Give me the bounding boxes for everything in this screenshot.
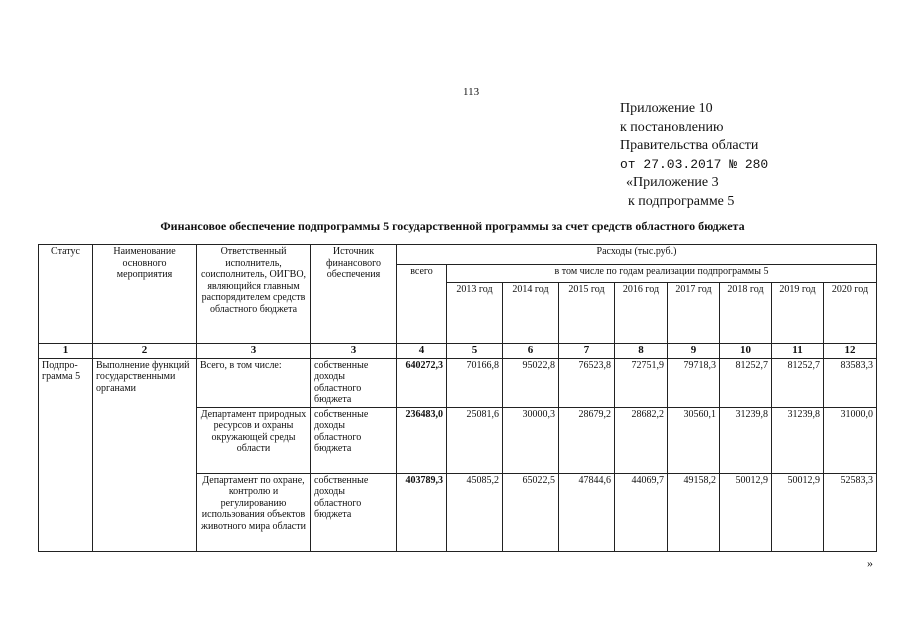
column-number: 12 <box>824 344 877 359</box>
column-number: 2 <box>93 344 197 359</box>
appendix-line-3: Правительства области <box>620 138 759 153</box>
column-number: 3 <box>311 344 397 359</box>
column-number: 9 <box>668 344 720 359</box>
year-value-cell: 95022,8 <box>503 358 559 407</box>
document-title: Финансовое обеспечение подпрограммы 5 государственной программы за счет средств областного бюджета <box>160 219 745 233</box>
appendix-date-number: от 27.03.2017 № 280 <box>620 156 769 172</box>
year-value-cell: 28682,2 <box>615 407 668 473</box>
status-cell: Подпро-грамма 5 <box>39 358 93 551</box>
year-value-cell: 65022,5 <box>503 473 559 551</box>
column-number: 11 <box>772 344 824 359</box>
source-cell: собственные доходы областного бюджета <box>311 473 397 551</box>
column-number: 10 <box>720 344 772 359</box>
year-value-cell: 83583,3 <box>824 358 877 407</box>
year-value-cell: 81252,7 <box>720 358 772 407</box>
header-year: 2013 год <box>447 283 503 344</box>
header-year: 2017 год <box>668 283 720 344</box>
header-year: 2014 год <box>503 283 559 344</box>
year-value-cell: 50012,9 <box>720 473 772 551</box>
activity-name-cell: Выполнение функций государственными органами <box>93 358 197 551</box>
header-year: 2019 год <box>772 283 824 344</box>
header-responsible: Ответственный исполнитель, соисполнитель, ОИГВО, являющийся главным распорядителем средств областного бюджета <box>197 245 311 344</box>
header-status: Статус <box>39 245 93 344</box>
year-value-cell: 25081,6 <box>447 407 503 473</box>
header-expenses: Расходы (тыс.руб.) <box>397 245 877 265</box>
header-source: Источник финансового обеспечения <box>311 245 397 344</box>
header-year: 2015 год <box>559 283 615 344</box>
total-cell: 236483,0 <box>397 407 447 473</box>
year-value-cell: 30000,3 <box>503 407 559 473</box>
column-number: 5 <box>447 344 503 359</box>
year-value-cell: 50012,9 <box>772 473 824 551</box>
year-value-cell: 30560,1 <box>668 407 720 473</box>
column-number: 8 <box>615 344 668 359</box>
page-number: 113 <box>463 86 480 98</box>
appendix-line-5: «Приложение 3 <box>626 175 719 190</box>
header-year: 2016 год <box>615 283 668 344</box>
year-value-cell: 28679,2 <box>559 407 615 473</box>
column-number: 3 <box>197 344 311 359</box>
source-cell: собственные доходы областного бюджета <box>311 358 397 407</box>
year-value-cell: 47844,6 <box>559 473 615 551</box>
year-value-cell: 72751,9 <box>615 358 668 407</box>
appendix-block <box>620 100 768 211</box>
appendix-line-2: к постановлению <box>620 119 724 135</box>
year-value-cell: 49158,2 <box>668 473 720 551</box>
responsible-cell: Департамент по охране, контролю и регулированию использования объектов животного мира области <box>197 473 311 551</box>
total-cell: 640272,3 <box>397 358 447 407</box>
year-value-cell: 31000,0 <box>824 407 877 473</box>
header-by-years: в том числе по годам реализации подпрограммы 5 <box>447 265 877 283</box>
appendix-line-1: Приложение 10 <box>620 101 713 116</box>
year-value-cell: 52583,3 <box>824 473 877 551</box>
source-cell: собственные доходы областного бюджета <box>311 407 397 473</box>
year-value-cell: 79718,3 <box>668 358 720 407</box>
header-total: всего <box>397 265 447 344</box>
header-name: Наименование основного мероприятия <box>93 245 197 344</box>
column-number-row <box>39 344 877 359</box>
responsible-cell: Департамент природных ресурсов и охраны окружающей среды области <box>197 407 311 473</box>
header-year: 2018 год <box>720 283 772 344</box>
total-cell: 403789,3 <box>397 473 447 551</box>
year-value-cell: 81252,7 <box>772 358 824 407</box>
column-number: 4 <box>397 344 447 359</box>
column-number: 6 <box>503 344 559 359</box>
year-value-cell: 45085,2 <box>447 473 503 551</box>
closing-quote: » <box>867 556 873 570</box>
financing-table <box>38 244 877 552</box>
table-row <box>39 358 877 407</box>
year-value-cell: 44069,7 <box>615 473 668 551</box>
appendix-line-6: к подпрограмме 5 <box>628 193 735 209</box>
year-value-cell: 31239,8 <box>720 407 772 473</box>
column-number: 7 <box>559 344 615 359</box>
year-value-cell: 76523,8 <box>559 358 615 407</box>
year-value-cell: 70166,8 <box>447 358 503 407</box>
header-year: 2020 год <box>824 283 877 344</box>
column-number: 1 <box>39 344 93 359</box>
year-value-cell: 31239,8 <box>772 407 824 473</box>
responsible-cell: Всего, в том числе: <box>197 358 311 407</box>
